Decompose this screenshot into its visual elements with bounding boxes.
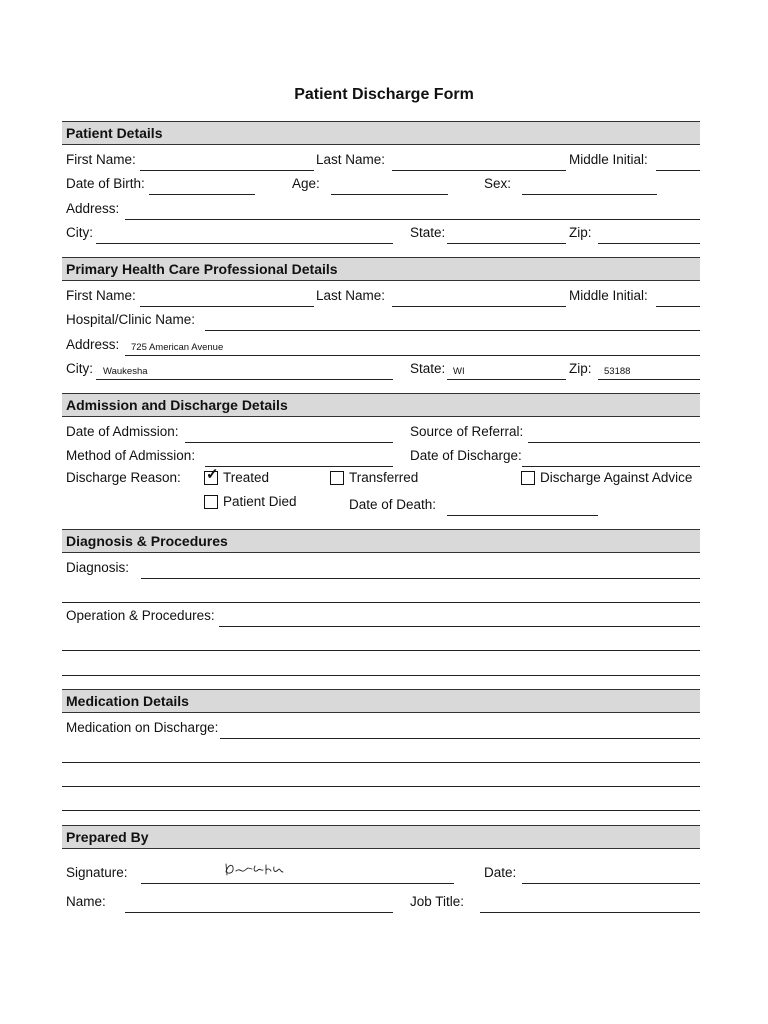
patient-dob-field[interactable]	[149, 194, 255, 195]
patient-city-field[interactable]	[96, 243, 393, 244]
date-field[interactable]	[522, 883, 700, 884]
patient-died-option-label: Patient Died	[223, 494, 297, 509]
source-referral-field[interactable]	[528, 442, 700, 443]
date-death-field[interactable]	[447, 515, 598, 516]
patient-sex-label: Sex:	[484, 176, 512, 191]
date-admission-label: Date of Admission:	[66, 424, 179, 439]
patient-address-field[interactable]	[125, 219, 700, 220]
patient-zip-field[interactable]	[598, 243, 700, 244]
form-title: Patient Discharge Form	[294, 86, 474, 103]
date-discharge-label: Date of Discharge:	[410, 448, 522, 463]
method-admission-field[interactable]	[205, 466, 393, 467]
professional-last-name-field[interactable]	[392, 306, 566, 307]
patient-last-name-label: Last Name:	[316, 152, 386, 167]
professional-first-name-field[interactable]	[140, 306, 314, 307]
professional-last-name-label: Last Name:	[316, 288, 386, 303]
patient-state-field[interactable]	[447, 243, 566, 244]
operation-procedures-field[interactable]	[219, 626, 700, 627]
date-death-label: Date of Death:	[349, 497, 437, 512]
transferred-option-label: Transferred	[349, 470, 419, 485]
patient-address-label: Address:	[66, 201, 120, 216]
name-label: Name:	[66, 894, 106, 909]
signature-field[interactable]	[141, 883, 454, 884]
patient-dob-label: Date of Birth:	[66, 176, 145, 191]
date-label: Date:	[484, 865, 517, 880]
patient-sex-field[interactable]	[522, 194, 657, 195]
against-advice-checkbox[interactable]	[521, 471, 535, 485]
patient-died-checkbox[interactable]	[204, 495, 218, 509]
medication-line-2[interactable]	[62, 762, 700, 763]
discharge-reason-label: Discharge Reason:	[66, 470, 181, 485]
patient-first-name-label: First Name:	[66, 152, 136, 167]
hospital-clinic-label: Hospital/Clinic Name:	[66, 312, 196, 327]
professional-first-name-label: First Name:	[66, 288, 136, 303]
date-admission-field[interactable]	[185, 442, 393, 443]
professional-city-field[interactable]	[96, 379, 393, 380]
check-mark-icon: ✓	[206, 466, 219, 483]
patient-details-header: Patient Details	[62, 121, 700, 145]
diagnosis-header: Diagnosis & Procedures	[62, 529, 700, 553]
prepared-by-header: Prepared By	[62, 825, 700, 849]
source-referral-label: Source of Referral:	[410, 424, 524, 439]
patient-middle-initial-label: Middle Initial:	[569, 152, 648, 167]
professional-zip-field[interactable]	[598, 379, 700, 380]
professional-middle-initial-label: Middle Initial:	[569, 288, 648, 303]
diagnosis-field-line-2[interactable]	[62, 602, 700, 603]
admission-details-header: Admission and Discharge Details	[62, 393, 700, 417]
professional-zip-value: 53188	[604, 366, 631, 377]
handwritten-signature	[222, 858, 292, 880]
diagnosis-label: Diagnosis:	[66, 560, 130, 575]
name-field[interactable]	[125, 912, 393, 913]
medication-discharge-label: Medication on Discharge:	[66, 720, 219, 735]
professional-address-label: Address:	[66, 337, 120, 352]
treated-option-label: Treated	[223, 470, 270, 485]
operation-procedures-line-2[interactable]	[62, 650, 700, 651]
treated-checkbox[interactable]	[204, 466, 219, 485]
against-advice-option-label: Discharge Against Advice	[540, 470, 693, 485]
professional-state-label: State:	[410, 361, 446, 376]
job-title-field[interactable]	[480, 912, 700, 913]
medication-line-4[interactable]	[62, 810, 700, 811]
method-admission-label: Method of Admission:	[66, 448, 196, 463]
professional-address-field[interactable]	[125, 355, 700, 356]
patient-state-label: State:	[410, 225, 446, 240]
patient-age-label: Age:	[292, 176, 320, 191]
medication-header: Medication Details	[62, 689, 700, 713]
patient-last-name-field[interactable]	[392, 170, 566, 171]
patient-age-field[interactable]	[331, 194, 448, 195]
medication-line-3[interactable]	[62, 786, 700, 787]
patient-first-name-field[interactable]	[140, 170, 314, 171]
professional-state-field[interactable]	[447, 379, 566, 380]
operation-procedures-line-3[interactable]	[62, 675, 700, 676]
diagnosis-field[interactable]	[141, 578, 700, 579]
patient-city-label: City:	[66, 225, 93, 240]
signature-label: Signature:	[66, 865, 128, 880]
professional-city-label: City:	[66, 361, 93, 376]
professional-details-header: Primary Health Care Professional Details	[62, 257, 700, 281]
professional-zip-label: Zip:	[569, 361, 592, 376]
job-title-label: Job Title:	[410, 894, 465, 909]
professional-city-value: Waukesha	[103, 366, 148, 377]
professional-middle-initial-field[interactable]	[656, 306, 700, 307]
hospital-clinic-field[interactable]	[205, 330, 700, 331]
transferred-checkbox[interactable]	[330, 471, 344, 485]
operation-procedures-label: Operation & Procedures:	[66, 608, 215, 623]
date-discharge-field[interactable]	[522, 466, 700, 467]
professional-state-value: WI	[453, 366, 465, 377]
patient-zip-label: Zip:	[569, 225, 592, 240]
patient-middle-initial-field[interactable]	[656, 170, 700, 171]
professional-address-value: 725 American Avenue	[131, 342, 224, 353]
medication-discharge-field[interactable]	[220, 738, 700, 739]
